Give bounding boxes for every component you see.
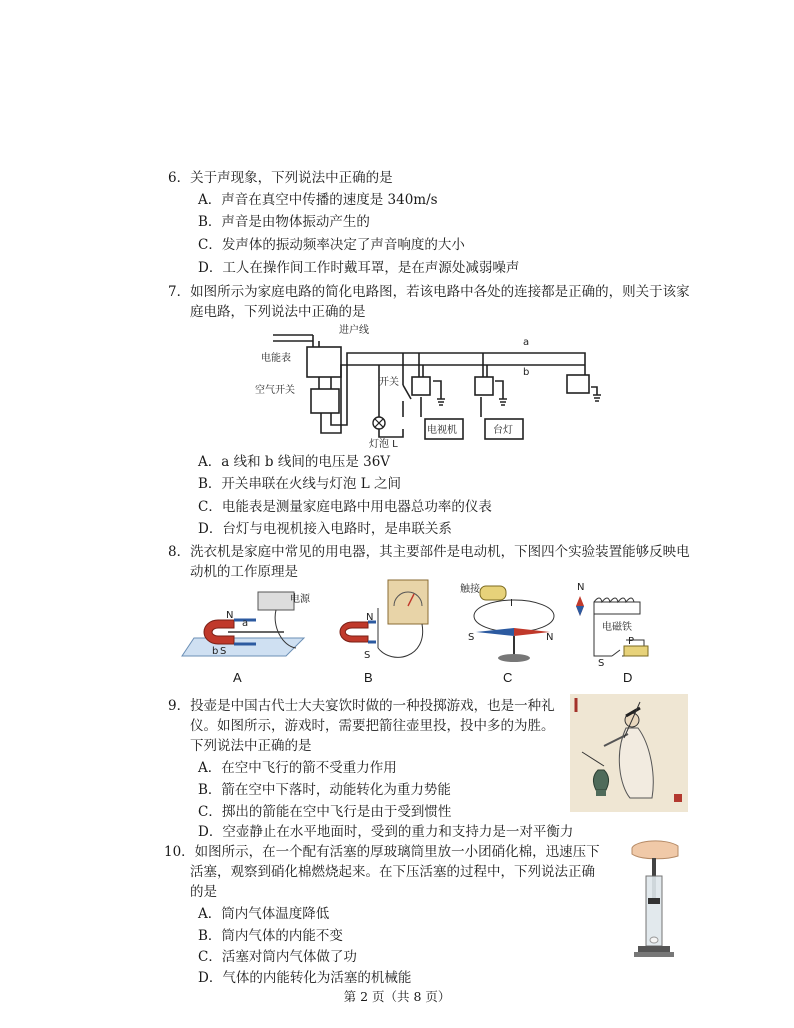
caption-c: C [503,670,513,685]
label-inlet: 进户线 [339,325,369,336]
q6-option-a: A．声音在真空中传播的速度是 340m/s [198,192,438,208]
label-electromagnet: 电磁铁 [602,622,632,633]
label-b-pole-s: S [364,650,371,661]
label-contact: 触接 [460,584,480,595]
q10-stem-line1: 10．如图所示，在一个配有活塞的厚玻璃筒里放一小团硝化棉，迅速压下 [164,844,600,860]
label-rail-b: b [212,646,219,657]
q9-option-b: B．箭在空中下落时，动能转化为重力势能 [198,782,451,798]
label-breaker: 空气开关 [255,385,295,396]
label-slider-p: P [628,636,635,647]
label-lamp: 台灯 [493,425,513,436]
label-b-pole-n: N [366,612,374,623]
piston-cylinder-image [626,836,682,960]
label-pole-s: S [220,646,227,657]
label-switch-s: S [598,658,605,669]
caption-d: D [623,670,633,685]
q6-option-d: D．工人在操作间工作时戴耳罩，是在声源处减弱噪声 [198,260,520,276]
caption-a: A [233,670,242,685]
q7-stem-line2: 庭电路，下列说法中正确的是 [190,304,366,320]
household-circuit-diagram [255,325,615,450]
label-current: I [510,598,513,609]
caption-b: B [364,670,373,685]
touhu-painting-image [570,694,688,812]
label-power-source: 电源 [290,594,310,605]
apparatus-a [186,586,312,668]
label-c-pole-n: N [546,632,554,643]
q7-option-b: B．开关串联在火线与灯泡 L 之间 [198,476,401,492]
q9-stem-line2: 仪。如图所示，游戏时，需要把箭往壶里投，投中多的为胜。 [190,718,555,734]
q9-option-c: C．掷出的箭能在空中飞行是由于受到惯性 [198,804,452,820]
q10-option-b: B．筒内气体的内能不变 [198,928,343,944]
q7-stem-line1: 7．如图所示为家庭电路的简化电路图，若该电路中各处的连接都是正确的，则关于该家 [168,284,690,300]
q10-option-d: D．气体的内能转化为活塞的机械能 [198,970,412,986]
q7-option-d: D．台灯与电视机接入电路时，是串联关系 [198,521,452,537]
q9-stem-line3: 下列说法中正确的是 [190,738,312,754]
q6-option-c: C．发声体的振动频率决定了声音响度的大小 [198,237,465,253]
label-wire-b: b [523,367,530,378]
apparatus-d [572,580,652,668]
label-d-pole-n: N [577,582,585,593]
q10-option-a: A．筒内气体温度降低 [198,906,330,922]
label-bulb: 灯泡 L [369,439,398,450]
q8-stem-line2: 动机的工作原理是 [190,564,298,580]
label-pole-n: N [226,610,234,621]
q10-stem-line2: 活塞，观察到硝化棉燃烧起来。在下压活塞的过程中，下列说法正确 [190,864,595,880]
label-wire-a: a [523,337,530,348]
q8-stem-line1: 8．洗衣机是家庭中常见的用电器，其主要部件是电动机，下图四个实验装置能够反映电 [168,544,690,560]
q7-option-c: C．电能表是测量家庭电路中用电器总功率的仪表 [198,499,492,515]
q10-option-c: C．活塞对筒内气体做了功 [198,949,357,965]
apparatus-b [332,578,442,668]
apparatus-c [462,582,562,668]
label-tv: 电视机 [427,425,457,436]
q9-option-a: A．在空中飞行的箭不受重力作用 [198,760,397,776]
label-meter: 电能表 [261,353,291,364]
q7-option-a: A．a 线和 b 线间的电压是 36V [198,454,391,470]
page-number-footer: 第 2 页（共 8 页） [343,989,451,1004]
label-rail-a: a [242,618,249,629]
q6-stem: 6．关于声现象，下列说法中正确的是 [168,170,393,186]
q10-stem-line3: 的是 [190,884,217,900]
label-switch: 开关 [379,377,399,388]
q9-option-d: D．空壶静止在水平地面时，受到的重力和支持力是一对平衡力 [198,824,574,840]
q6-option-b: B．声音是由物体振动产生的 [198,214,370,230]
label-c-pole-s: S [468,632,475,643]
q9-stem-line1: 9．投壶是中国古代士大夫宴饮时做的一种投掷游戏，也是一种礼 [168,698,555,714]
